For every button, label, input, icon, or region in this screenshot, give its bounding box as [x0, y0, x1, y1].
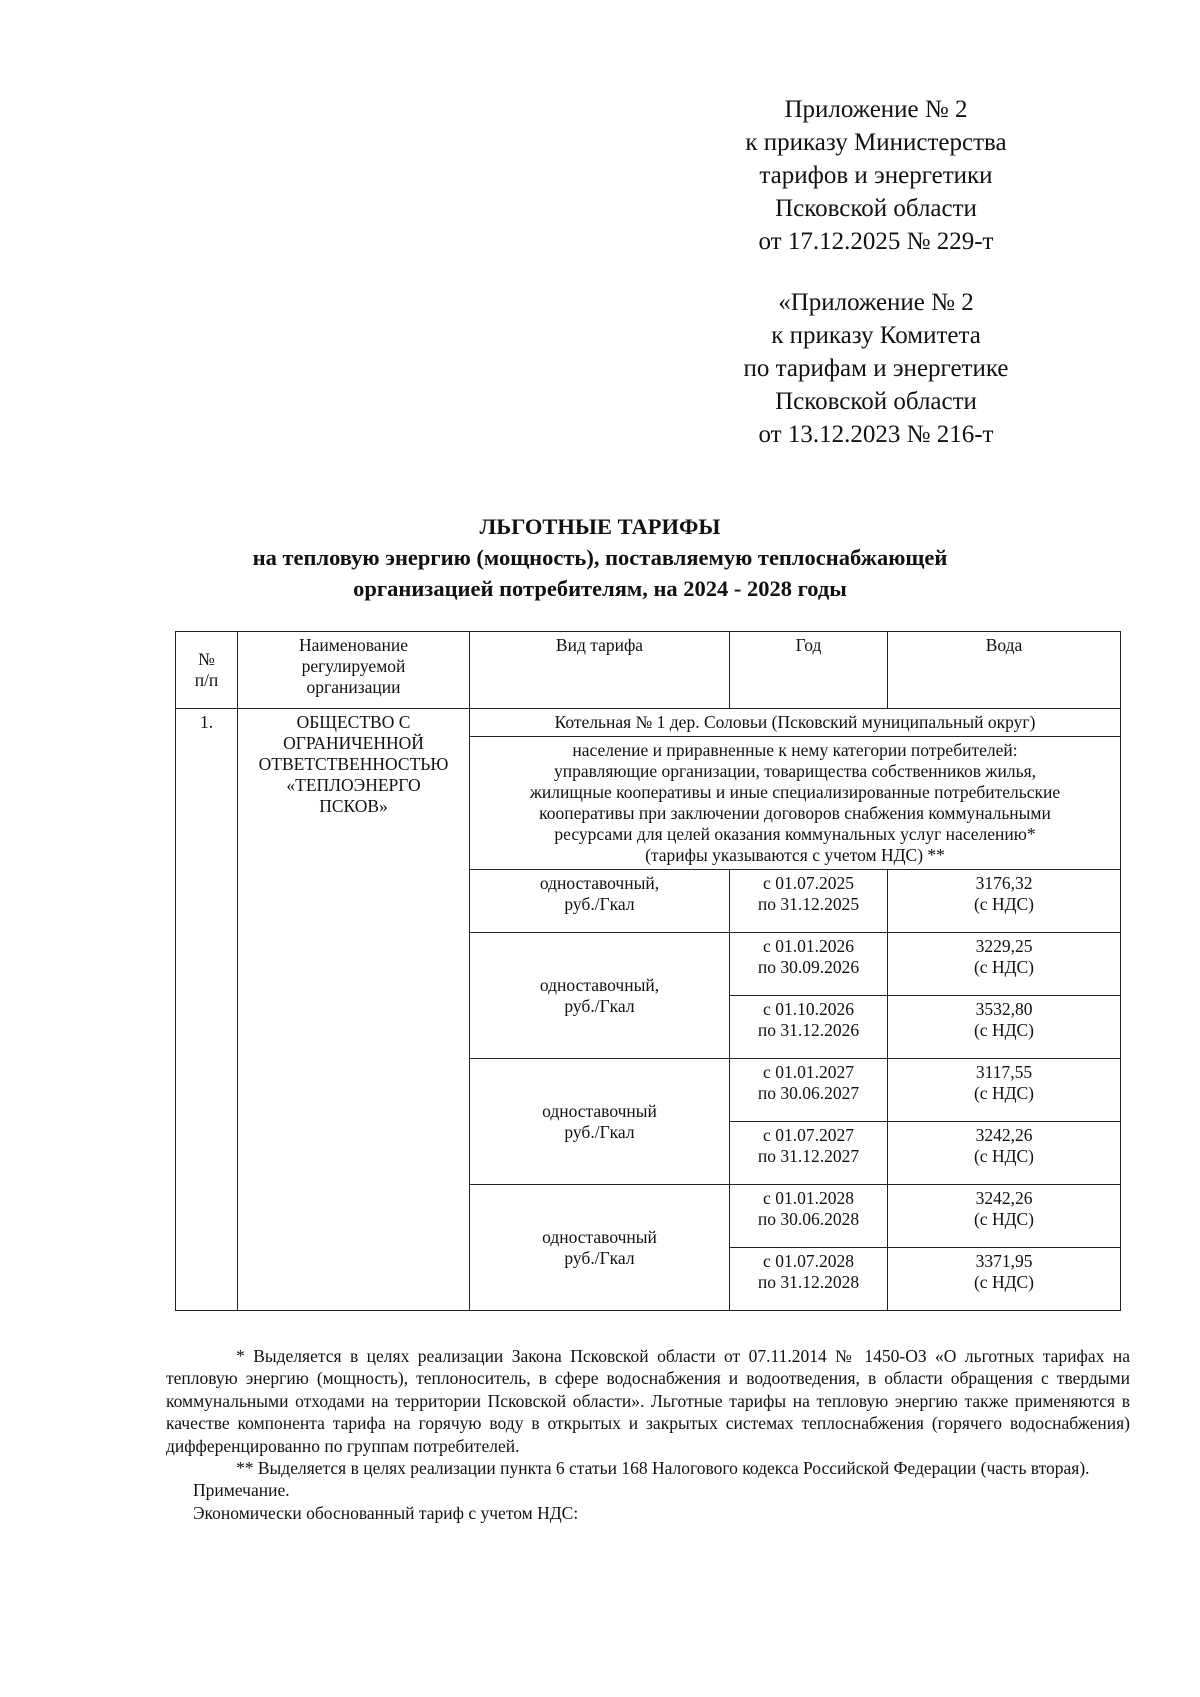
boiler-house: Котельная № 1 дер. Соловьи (Псковский муниципальный округ)	[470, 709, 1121, 737]
tariff-period	[730, 1059, 888, 1122]
footnotes	[166, 1345, 1130, 1524]
tariff-value	[888, 870, 1121, 933]
vat-line: (с НДС)	[973, 1209, 1035, 1229]
appendix-line: от 13.12.2023 № 216-т	[758, 421, 994, 448]
period-line: по 30.09.2026	[757, 957, 860, 977]
header-org	[238, 632, 470, 709]
org-name-line: ОГРАНИЧЕННОЙ	[283, 733, 424, 753]
appendix-line: Псковской области	[775, 388, 977, 415]
tariff-type-line: руб./Гкал	[564, 1121, 635, 1142]
value-line: 3117,55	[975, 1062, 1033, 1082]
vat-line: (с НДС)	[973, 957, 1035, 977]
tariff-value	[888, 1059, 1121, 1122]
period-line: с 01.07.2028	[763, 1251, 854, 1271]
org-name-line: ПСКОВ»	[319, 796, 388, 816]
value-line: 3229,25	[975, 936, 1033, 956]
document-title	[130, 511, 1070, 604]
tariff-value	[888, 933, 1121, 996]
appendix-header-old	[726, 286, 1026, 451]
tariff-period	[730, 1185, 888, 1248]
period-line: с 01.01.2028	[763, 1188, 854, 1208]
tariff-type	[470, 1185, 730, 1311]
tariff-type-line: одноставочный,	[539, 873, 660, 893]
vat-line: (с НДС)	[973, 1083, 1035, 1103]
consumer-line: (тарифы указываются с учетом НДС) **	[645, 845, 945, 865]
tariff-value	[888, 1185, 1121, 1248]
tariff-value	[888, 1122, 1121, 1185]
row-number: 1.	[176, 709, 238, 1311]
note-text: Экономически обоснованный тариф с учетом НДС:	[193, 1502, 579, 1523]
value-line: 3242,26	[975, 1188, 1033, 1208]
title-line: ЛЬГОТНЫЕ ТАРИФЫ	[479, 514, 721, 539]
appendix-line: «Приложение № 2	[778, 289, 974, 316]
period-line: по 30.06.2028	[757, 1209, 860, 1229]
value-line: 3371,95	[975, 1251, 1033, 1271]
consumer-line: жилищные кооперативы и иные специализированные потребительские	[529, 782, 1061, 802]
tariff-period	[730, 1248, 888, 1311]
tariff-type	[470, 1059, 730, 1185]
note-label: Примечание.	[193, 1480, 290, 1501]
period-line: с 01.10.2026	[763, 999, 854, 1019]
appendix-line: Псковской области	[775, 195, 977, 222]
value-line: 3176,32	[975, 873, 1033, 893]
org-name-line: «ТЕПЛОЭНЕРГО	[286, 775, 421, 795]
header-type: Вид тарифа	[470, 632, 730, 709]
period-line: с 01.01.2027	[763, 1062, 854, 1082]
appendix-line: от 17.12.2025 № 229-т	[758, 228, 994, 255]
consumer-line: ресурсами для целей оказания коммунальных услуг населению*	[554, 824, 1036, 844]
consumer-line: кооперативы при заключении договоров снабжения коммунальными	[539, 803, 1051, 823]
tariff-period	[730, 1122, 888, 1185]
tariff-type-line: руб./Гкал	[564, 894, 635, 914]
tariff-type	[470, 870, 730, 933]
appendix-line: к приказу Комитета	[771, 322, 981, 349]
period-line: по 31.12.2028	[757, 1272, 860, 1292]
tariff-type-line: одноставочный	[542, 1226, 657, 1247]
period-line: с 01.07.2025	[763, 873, 854, 893]
vat-line: (с НДС)	[973, 1146, 1035, 1166]
tariff-period	[730, 933, 888, 996]
tariff-value	[888, 1248, 1121, 1311]
vat-line: (с НДС)	[973, 1020, 1035, 1040]
org-name-line: ОБЩЕСТВО С	[296, 712, 411, 732]
header-org-line: регулируемой	[301, 656, 406, 676]
header-year: Год	[730, 632, 888, 709]
consumer-category	[470, 737, 1121, 870]
footnote-2: ** Выделяется в целях реализации пункта 6 статьи 168 Налогового кодекса Российской Федерации (часть вторая).	[236, 1458, 1090, 1479]
consumer-line: население и приравненные к нему категории потребителей:	[572, 740, 1018, 760]
period-line: по 31.12.2026	[757, 1020, 860, 1040]
appendix-line: по тарифам и энергетике	[743, 355, 1009, 382]
period-line: с 01.07.2027	[763, 1125, 854, 1145]
footnote-1: * Выделяется в целях реализации Закона Псковской области от 07.11.2014 № 1450-ОЗ «О льготных тарифах на тепловую энергию (мощность), теплоноситель, в сфере водоснабжения и водоотведения, в области обращения с твердыми коммунальными отходами на территории Псковской области». Льготные тарифы на тепловую энергию также применяются в качестве компонента тарифа на горячую воду в открытых и закрытых системах теплоснабжения (горячего водоснабжения) дифференцированно по группам потребителей.	[166, 1346, 1130, 1456]
tariff-period	[730, 996, 888, 1059]
tariff-type-line: руб./Гкал	[564, 995, 635, 1016]
tariff-value	[888, 996, 1121, 1059]
table-header-row	[176, 632, 1121, 709]
appendix-header-new	[726, 93, 1026, 258]
appendix-line: тарифов и энергетики	[759, 162, 993, 189]
header-org-line: Наименование	[298, 635, 409, 655]
header-water: Вода	[888, 632, 1121, 709]
vat-line: (с НДС)	[973, 894, 1035, 914]
vat-line: (с НДС)	[973, 1272, 1035, 1292]
appendix-line: Приложение № 2	[784, 96, 968, 123]
value-line: 3532,80	[975, 999, 1033, 1019]
consumer-line: управляющие организации, товарищества собственников жилья,	[553, 761, 1036, 781]
header-org-line: организации	[306, 677, 401, 697]
value-line: 3242,26	[975, 1125, 1033, 1145]
tariff-type-line: одноставочный,	[539, 974, 660, 995]
tariff-type	[470, 933, 730, 1059]
appendix-line: к приказу Министерства	[745, 129, 1007, 156]
period-line: по 31.12.2027	[757, 1146, 860, 1166]
title-line: на тепловую энергию (мощность), поставляемую теплоснабжающей	[252, 545, 948, 570]
period-line: по 31.12.2025	[757, 894, 860, 914]
header-num	[176, 632, 238, 709]
table-row	[176, 709, 1121, 737]
tariff-type-line: руб./Гкал	[564, 1247, 635, 1268]
header-num-line: п/п	[194, 670, 219, 690]
title-line: организацией потребителям, на 2024 - 2028 годы	[353, 576, 847, 601]
org-name	[238, 709, 470, 1311]
period-line: по 30.06.2027	[757, 1083, 860, 1103]
tariff-period	[730, 870, 888, 933]
period-line: с 01.01.2026	[763, 936, 854, 956]
tariffs-table	[175, 631, 1121, 1311]
header-num-line: №	[198, 649, 215, 669]
tariff-type-line: одноставочный	[542, 1100, 657, 1121]
org-name-line: ОТВЕТСТВЕННОСТЬЮ	[258, 754, 449, 774]
